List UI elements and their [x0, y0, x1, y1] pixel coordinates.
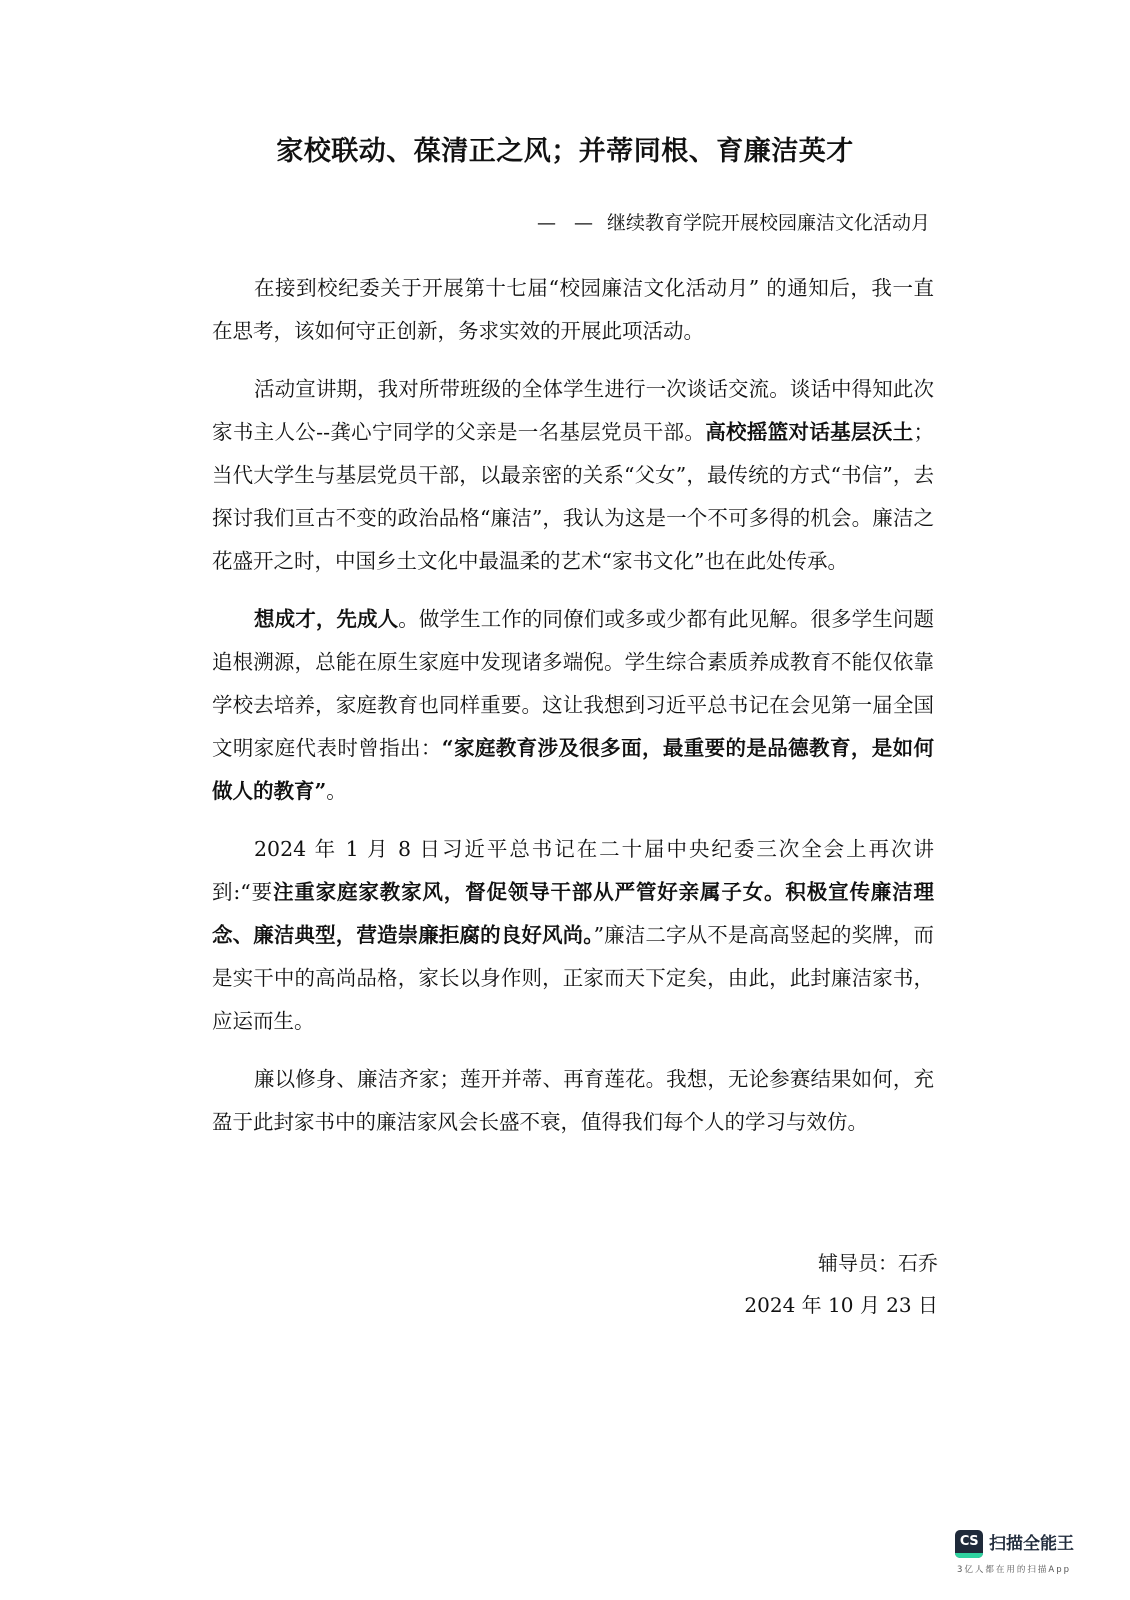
paragraph-text: 2024 年 1 月 8 日习近平总书记在二十届中央纪委三次全会上再次讲到:“要 [212, 837, 934, 904]
paragraph-text: 。做学生工作的同僚们或多或少都有此见解。很多学生问题追根溯源，总能在原生家庭中发现诸多端倪。学生综合素质养成教育不能仅依靠学校去培养，家庭教育也同样重要。这让我想到习近平总书记在会见第一届全国文明家庭代表时曾指出： [212, 607, 934, 760]
watermark-tagline: 3亿人都在用的扫描App [957, 1565, 1072, 1575]
paragraph-text: 。 [326, 779, 347, 803]
paragraph-3 [212, 598, 934, 813]
watermark-app-name: 扫描全能王 [989, 1534, 1074, 1554]
logo-accent-strip [955, 1553, 983, 1558]
logo-text: CS [959, 1534, 979, 1549]
paragraph-bold-quote: 注重家庭家教家风，督促领导干部从严管好亲属子女。积极宣传廉洁理念、廉洁典型，营造崇廉拒腐的良好风尚。 [212, 880, 935, 947]
paragraph-text: ；当代大学生与基层党员干部，以最亲密的关系“父女”，最传统的方式“书信”，去探讨我们亘古不变的政治品格“廉洁”，我认为这是一个不可多得的机会。廉洁之花盛开之时，中国乡土文化中最温柔的艺术“家书文化”也在此处传承。 [212, 420, 934, 573]
paragraph-text: ”廉洁二字从不是高高竖起的奖牌，而是实干中的高尚品格，家长以身作则，正家而天下定矣，由此，此封廉洁家书，应运而生。 [212, 923, 935, 1033]
paragraph-text: 在接到校纪委关于开展第十七届“校园廉洁文化活动月” 的通知后，我一直在思考，该如何守正创新，务求实效的开展此项活动。 [212, 276, 934, 343]
paragraph-1 [212, 267, 934, 353]
signature-name: 辅导员：石乔 [818, 1251, 938, 1275]
paragraph-bold-quote: “家庭教育涉及很多面，最重要的是品德教育，是如何做人的教育” [212, 736, 935, 803]
subtitle-dash: — — [536, 212, 599, 234]
camscanner-watermark [955, 1530, 1095, 1580]
document-title: 家校联动、葆清正之风；并蒂同根、育廉洁英才 [276, 136, 854, 167]
paragraph-text: 廉以修身、廉洁齐家；莲开并蒂、再育莲花。我想，无论参赛结果如何，充盈于此封家书中的廉洁家风会长盛不衰，值得我们每个人的学习与效仿。 [212, 1067, 934, 1134]
paragraph-4 [212, 828, 934, 1043]
camscanner-logo-icon [955, 1530, 983, 1558]
document-body [212, 267, 934, 1159]
document-subtitle [537, 208, 930, 238]
paragraph-text: 活动宣讲期，我对所带班级的全体学生进行一次谈话交流。谈话中得知此次家书主人公--龚心宁同学的父亲是一名基层党员干部。 [212, 377, 934, 444]
paragraph-5 [212, 1058, 934, 1144]
signature-date: 2024 年 10 月 23 日 [744, 1293, 938, 1317]
paragraph-2 [212, 368, 934, 583]
subtitle-text: 继续教育学院开展校园廉洁文化活动月 [606, 212, 930, 234]
paragraph-bold-text: 高校摇篮对话基层沃土 [705, 420, 914, 444]
paragraph-bold-text: 想成才，先成人 [254, 607, 399, 631]
